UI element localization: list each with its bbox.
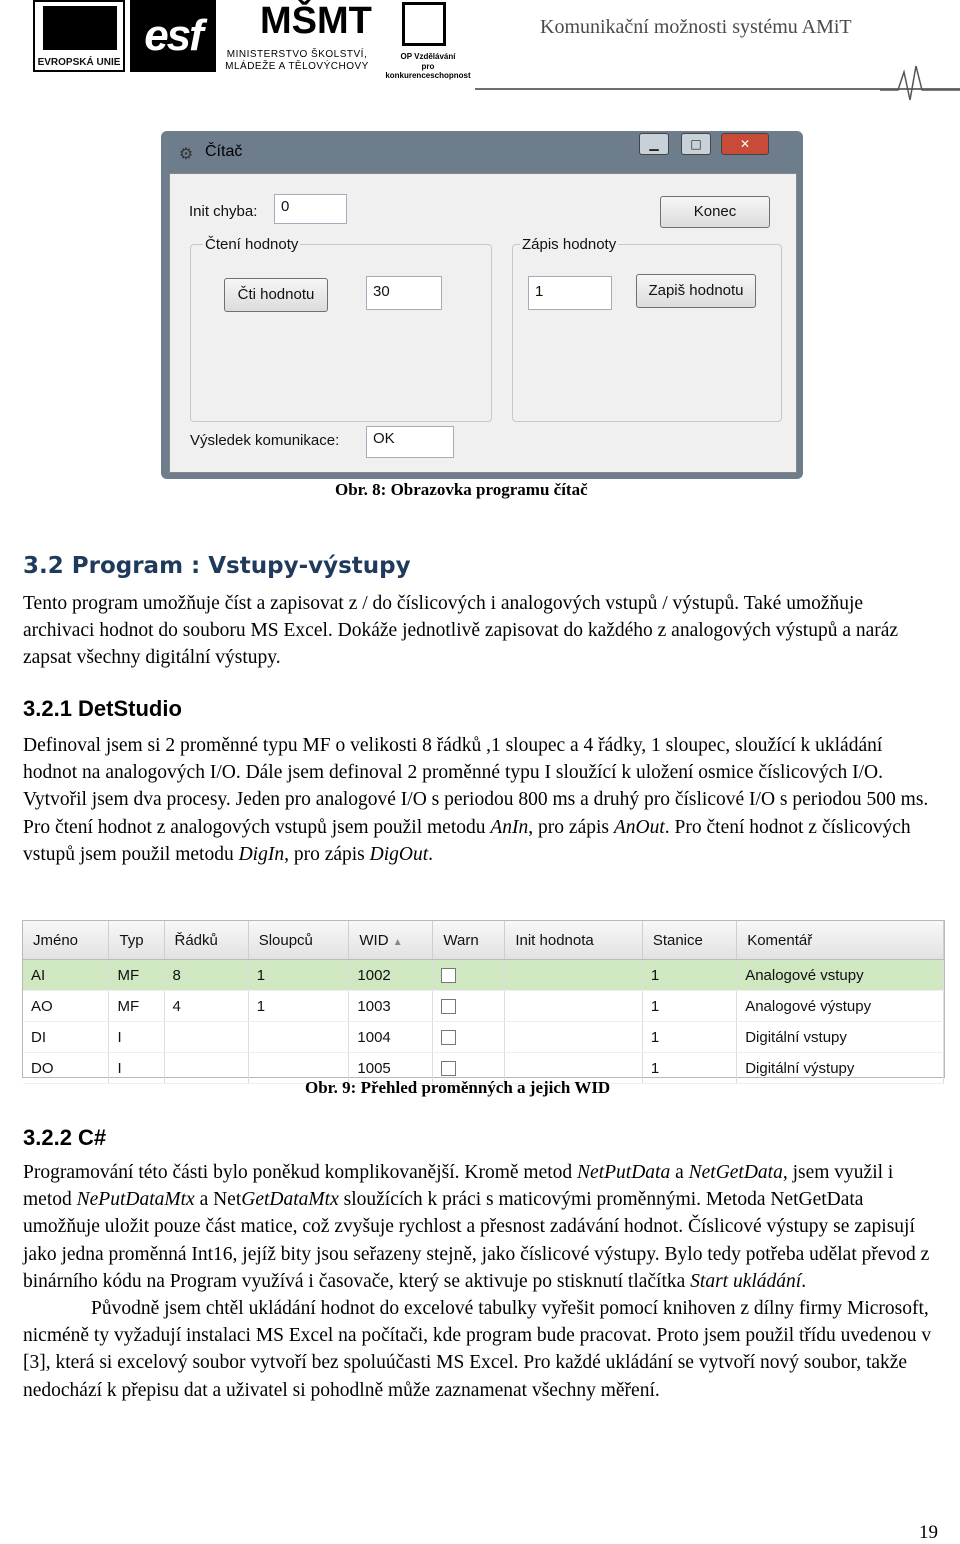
opvk-logo: [380, 0, 476, 80]
read-group: [190, 244, 492, 422]
column-header[interactable]: Sloupců: [248, 921, 349, 960]
warn-checkbox[interactable]: [441, 1030, 456, 1045]
msmt-line2: MLÁDEŽE A TĚLOVÝCHOVY: [225, 61, 369, 72]
write-group-label: Zápis hodnoty: [522, 236, 617, 253]
section-paragraph: Tento program umožňuje číst a zapisovat z / do číslicových i analogových vstupů / výstupů. Také umožňuje archivaci hodnot do souboru MS Excel. Dokáže jednotlivě zapisovat do každého z analogových výstupů a naráz zapsat všechny digitální výstupy.: [23, 593, 899, 669]
warn-checkbox[interactable]: [441, 1061, 456, 1076]
init-label: Init chyba:: [189, 203, 258, 220]
write-value-button[interactable]: Zapiš hodnotu: [636, 274, 756, 308]
read-group-label: Čtení hodnoty: [205, 236, 299, 253]
table-row[interactable]: AO MF 4 1 1003 1 Analogové výstupy: [23, 991, 944, 1022]
eu-logo: [33, 0, 125, 72]
column-header[interactable]: Typ: [109, 921, 164, 960]
konec-button[interactable]: Konec: [660, 196, 770, 228]
csharp-paragraph-1: Programování této části bylo poněkud komplikovanější. Kromě metod NetPutData a NetGetData, jsem využil i metod NePutDataMtx a NetGetDataMtx sloužících k práci s maticovými proměnnými. Metoda NetGetData umožňuje uložit pouze část matice, což zvyšuje rychlost a přesnost zadávání hodnot. Číslicové výstupy se zapisují jako jedna proměnná Int16, jejíž bity jsou seřazeny stejně, jako číslicové výstupy. Bylo tedy potřeba udělat převod z binárního kódu na Program využívá i časovače, který se aktivuje po stisknutí tlačítka Start ukládání.: [23, 1162, 930, 1292]
write-group: [512, 244, 782, 422]
page-number: 19: [919, 1522, 938, 1543]
column-header[interactable]: Init hodnota: [505, 921, 643, 960]
table-row[interactable]: DI I 1004 1 Digitální vstupy: [23, 1022, 944, 1053]
detstudio-text: [23, 732, 938, 868]
result-label: Výsledek komunikace:: [190, 432, 340, 449]
section-heading: 3.2 Program : Vstupy-výstupy: [23, 553, 411, 579]
eu-label: EVROPSKÁ UNIE: [37, 57, 121, 68]
table-row[interactable]: AI MF 8 1 1002 1 Analogové vstupy: [23, 960, 944, 991]
opvk-line2: pro konkurenceschopnost: [385, 62, 471, 80]
maximize-icon[interactable]: □: [681, 133, 711, 155]
table-row[interactable]: DO I 1005 1 Digitální výstupy: [23, 1053, 944, 1084]
opvk-line1: OP Vzdělávání: [400, 52, 456, 61]
column-header[interactable]: Komentář: [737, 921, 944, 960]
figure-caption-8: Obr. 8: Obrazovka programu čítač: [335, 480, 588, 499]
eu-stars-icon: [43, 6, 117, 50]
gear-icon[interactable]: ⚙: [178, 144, 194, 163]
document-title: Komunikační možnosti systému AMiT: [540, 16, 852, 38]
figure-caption-9: Obr. 9: Přehled proměnných a jejich WID: [305, 1078, 611, 1097]
warn-checkbox[interactable]: [441, 999, 456, 1014]
column-header[interactable]: Jméno: [23, 921, 109, 960]
result-field[interactable]: OK: [366, 426, 454, 458]
column-header[interactable]: Stanice: [642, 921, 736, 960]
window-client-area: [169, 173, 797, 473]
pulse-line-icon: [880, 62, 960, 102]
warn-checkbox[interactable]: [441, 968, 456, 983]
init-field[interactable]: 0: [274, 194, 347, 224]
subsection-heading-2: 3.2.2 C#: [23, 1125, 107, 1150]
sort-up-icon: ▲: [392, 936, 403, 948]
msmt-logo: [222, 0, 372, 72]
msmt-mark: MŠMT: [260, 0, 372, 42]
subsection-heading-1: 3.2.1 DetStudio: [23, 696, 182, 721]
column-header[interactable]: Řádků: [164, 921, 248, 960]
window-title: Čítač: [205, 143, 243, 160]
csharp-text: [23, 1159, 938, 1404]
column-header[interactable]: Warn: [433, 921, 505, 960]
counter-window: [161, 131, 803, 479]
read-value-field[interactable]: 30: [366, 276, 442, 310]
esf-logo: esf: [130, 0, 216, 72]
msmt-line1: MINISTERSTVO ŠKOLSTVÍ,: [226, 49, 368, 60]
write-value-field[interactable]: 1: [528, 276, 612, 310]
read-value-button[interactable]: Čti hodnotu: [224, 278, 328, 312]
csharp-paragraph-2: Původně jsem chtěl ukládání hodnot do excelové tabulky vyřešit pomocí knihoven z dílny firmy Microsoft, nicméně ty vyžadují instalaci MS Excel na počítači, kde program bude pracovat. Proto jsem použil třídu uvedenou v [3], která si excelový soubor vytvoří bez spoluúčasti MS Excel. Pro každé ukládání se vytvoří nový soubor, takže nedochází k přepisu dat a uživatel si pohodlně může zaznamenat všechny měření.: [23, 1298, 932, 1401]
section-intro: [23, 590, 938, 672]
close-icon[interactable]: ✕: [721, 133, 769, 155]
variables-grid: [22, 920, 945, 1078]
opvk-icon: [402, 2, 446, 46]
detstudio-paragraph: Definoval jsem si 2 proměnné typu MF o velikosti 8 řádků ,1 sloupec a 4 řádky, 1 sloupec, sloužící k ukládání hodnot na analogových I/O. Dále jsem definoval 2 proměnné typu I sloužící k uložení osmice číslicových I/O. Vytvořil jsem dva procesy. Jeden pro analogové I/O s periodou 800 ms a druhý pro číslicové I/O s periodou 500 ms. Pro čtení hodnot z analogových vstupů jsem použil metodu AnIn, pro zápis AnOut. Pro čtení hodnot z číslicových vstupů jsem použil metodu DigIn, pro zápis DigOut.: [23, 735, 929, 865]
minimize-icon[interactable]: ▁: [639, 133, 669, 155]
column-header-wid[interactable]: WID ▲: [349, 921, 433, 960]
